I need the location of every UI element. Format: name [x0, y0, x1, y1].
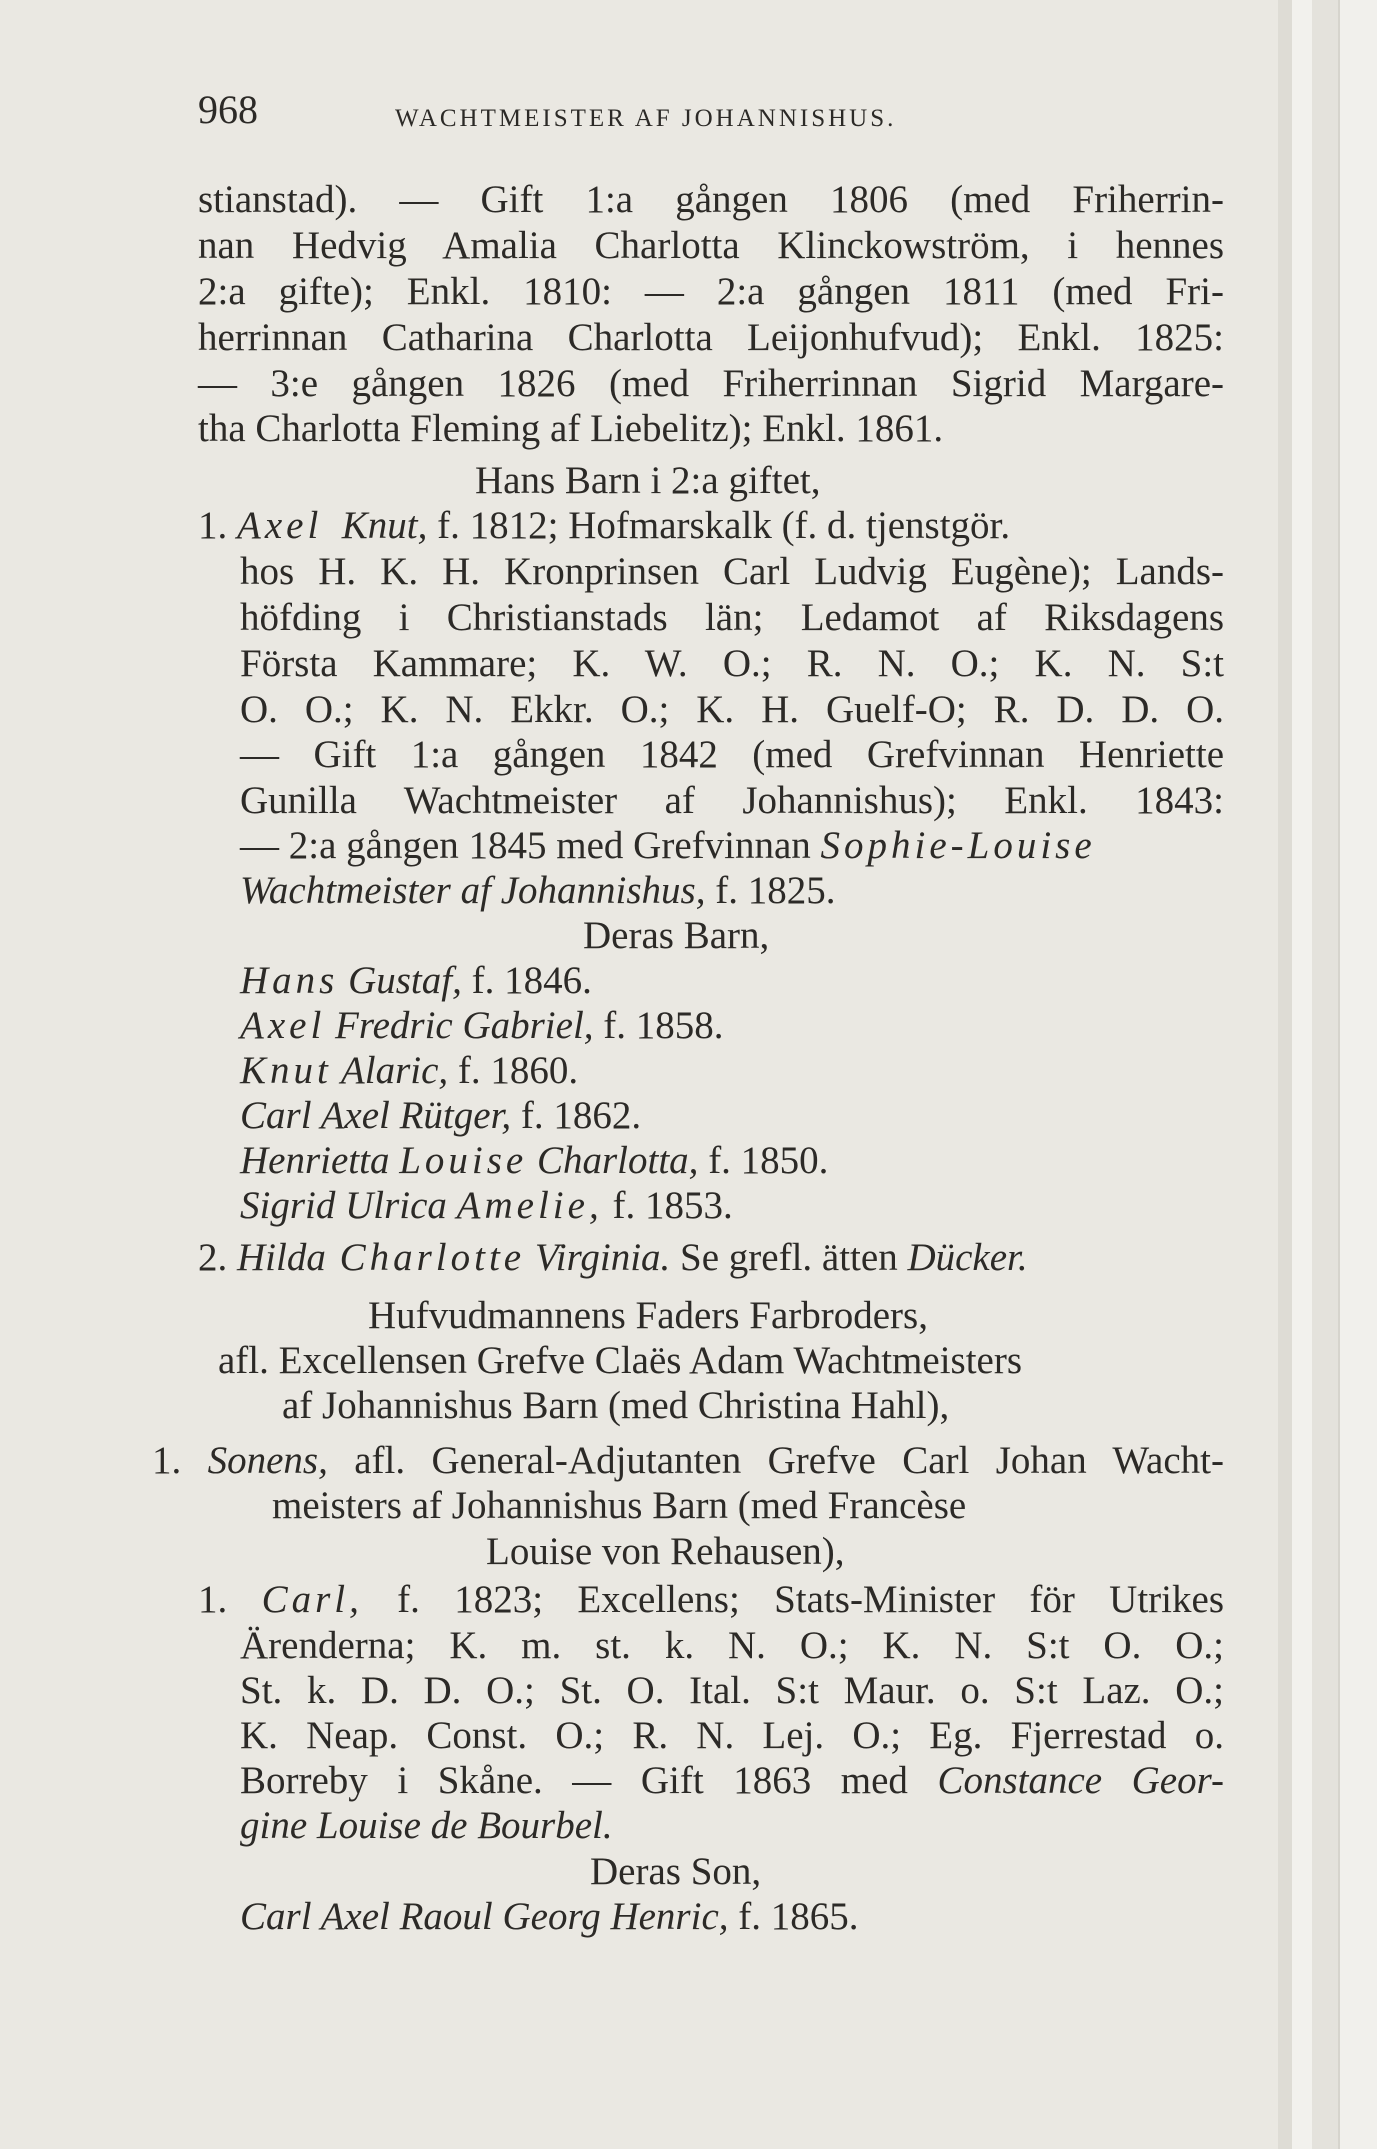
text-line: 2:a gifte); Enkl. 1810: — 2:a gången 1811 (med Fri- — [198, 270, 1224, 313]
text-line — [240, 1804, 613, 1848]
entry-line — [152, 1439, 1224, 1483]
entry-number: 1. — [152, 1439, 208, 1482]
child-entry — [240, 1139, 828, 1183]
person-name: Carl Axel Raoul Georg Henric, — [240, 1895, 729, 1938]
person-name: Hilda — [237, 1236, 326, 1279]
page-edge-fold — [1312, 0, 1338, 2149]
entry-line — [198, 1236, 1028, 1280]
text-run: f. 1823; Excellens; Stats-Minister för Utrikes — [362, 1578, 1224, 1621]
text-line: St. k. D. D. O.; St. O. Ital. S:t Maur. o. S:t Laz. O.; — [240, 1669, 1224, 1712]
section-heading: Hans Barn i 2:a giftet, — [475, 459, 821, 502]
text-line: hos H. K. H. Kronprinsen Carl Ludvig Eugène); Lands- — [240, 550, 1224, 593]
person-name: Hans — [240, 959, 339, 1002]
text-run: Se grefl. ätten — [670, 1236, 908, 1279]
text-run: Borreby i Skåne. — Gift 1863 med — [240, 1759, 938, 1802]
person-name: Louise — [399, 1139, 528, 1182]
section-heading: Hufvudmannens Faders Farbroders, — [368, 1294, 928, 1337]
child-entry — [240, 1184, 733, 1228]
text-line: — 3:e gången 1826 (med Friherrinnan Sigrid Margare- — [198, 362, 1224, 405]
person-name: Axel — [237, 504, 323, 547]
page-edge-shadow — [1278, 0, 1292, 2149]
person-name: Knut, — [341, 504, 428, 547]
text-line: nan Hedvig Amalia Charlotta Klinckowström, i hennes — [198, 224, 1224, 267]
person-name: Fredric Gabriel, — [325, 1004, 594, 1047]
running-title: WACHTMEISTER AF JOHANNISHUS. — [395, 105, 897, 132]
person-name: Knut — [240, 1049, 332, 1092]
text-line: Gunilla Wachtmeister af Johannishus); Enkl. 1843: — [240, 779, 1224, 822]
person-name: Sigrid Ulrica — [240, 1184, 457, 1227]
page-edge-light — [1292, 0, 1312, 2149]
text-line: O. O.; K. N. Ekkr. O.; K. H. Guelf-O; R. D. D. O. — [240, 688, 1224, 731]
text-line: Första Kammare; K. W. O.; R. N. O.; K. N. S:t — [240, 642, 1224, 685]
birth-year: f. 1862. — [511, 1094, 642, 1137]
text-line: — Gift 1:a gången 1842 (med Grefvinnan Henriette — [240, 733, 1224, 776]
text-line: K. Neap. Const. O.; R. N. Lej. O.; Eg. Fjerrestad o. — [240, 1714, 1224, 1757]
person-name: Amelie, — [456, 1184, 603, 1227]
birth-year: f. 1865. — [728, 1895, 859, 1938]
entry-line — [198, 504, 1224, 548]
person-name: Constance Geor- — [937, 1759, 1224, 1802]
birth-year: f. 1853. — [602, 1184, 733, 1227]
section-heading: Deras Son, — [590, 1850, 762, 1893]
person-name: gine Louise de Bourbel. — [240, 1804, 613, 1847]
person-name: Carl Axel Rütger, — [240, 1094, 512, 1137]
birth-year: f. 1850. — [698, 1139, 829, 1182]
page-edge-outer — [1338, 0, 1377, 2149]
child-entry — [240, 1004, 724, 1048]
person-name: Gustaf, — [338, 959, 462, 1002]
person-name: Wachtmeister af Johannishus, — [240, 869, 706, 912]
child-entry — [240, 1049, 578, 1093]
text-run: f. 1825. — [705, 869, 836, 912]
entry-line — [240, 869, 835, 913]
text-run: — 2:a gången 1845 med Grefvinnan — [240, 824, 821, 867]
section-heading: Deras Barn, — [583, 914, 770, 957]
person-name: Virginia. — [525, 1236, 671, 1279]
entry-line — [240, 1759, 1224, 1803]
text-line: herrinnan Catharina Charlotta Leijonhufvud); Enkl. 1825: — [198, 316, 1224, 359]
page-number: 968 — [198, 87, 258, 132]
section-heading: afl. Excellensen Grefve Claës Adam Wachtmeisters — [218, 1339, 1023, 1382]
birth-year: f. 1858. — [593, 1004, 724, 1047]
child-entry — [240, 1094, 641, 1138]
person-name: Sophie-Louise — [820, 824, 1096, 867]
child-entry — [240, 959, 592, 1003]
text-line: höfding i Christianstads län; Ledamot af Riksdagens — [240, 596, 1224, 639]
text-line: stianstad). — Gift 1:a gången 1806 (med Friherrin- — [198, 178, 1224, 221]
entry-number: 1. — [198, 1578, 262, 1621]
person-name: Sonens, — [207, 1439, 328, 1482]
entry-line — [240, 824, 1096, 868]
person-name: Alaric, — [331, 1049, 449, 1092]
birth-year: f. 1846. — [461, 959, 592, 1002]
text-line: meisters af Johannishus Barn (med Francèse — [272, 1484, 967, 1527]
text-line: Ärenderna; K. m. st. k. N. O.; K. N. S:t O. O.; — [240, 1624, 1224, 1667]
family-name: Dücker. — [907, 1236, 1028, 1279]
birth-year: f. 1860. — [448, 1049, 579, 1092]
entry-line — [198, 1578, 1224, 1622]
entry-number: 1. — [198, 504, 237, 547]
person-name: Axel — [240, 1004, 326, 1047]
section-heading: af Johannishus Barn (med Christina Hahl), — [282, 1384, 950, 1427]
person-name: Charlotta, — [527, 1139, 699, 1182]
text-run: afl. General-Adjutanten Grefve Carl Johan Wacht- — [327, 1439, 1224, 1482]
text-run: f. 1812; Hofmarskalk (f. d. tjenstgör. — [427, 504, 1011, 547]
entry-number: 2. — [198, 1236, 237, 1279]
person-name: Carl, — [261, 1578, 363, 1621]
person-name: Charlotte — [325, 1236, 526, 1279]
child-entry — [240, 1895, 859, 1939]
text-line: Louise von Rehausen), — [486, 1530, 845, 1573]
person-name: Henrietta — [240, 1139, 400, 1182]
text-line: tha Charlotta Fleming af Liebelitz); Enkl. 1861. — [198, 407, 944, 450]
